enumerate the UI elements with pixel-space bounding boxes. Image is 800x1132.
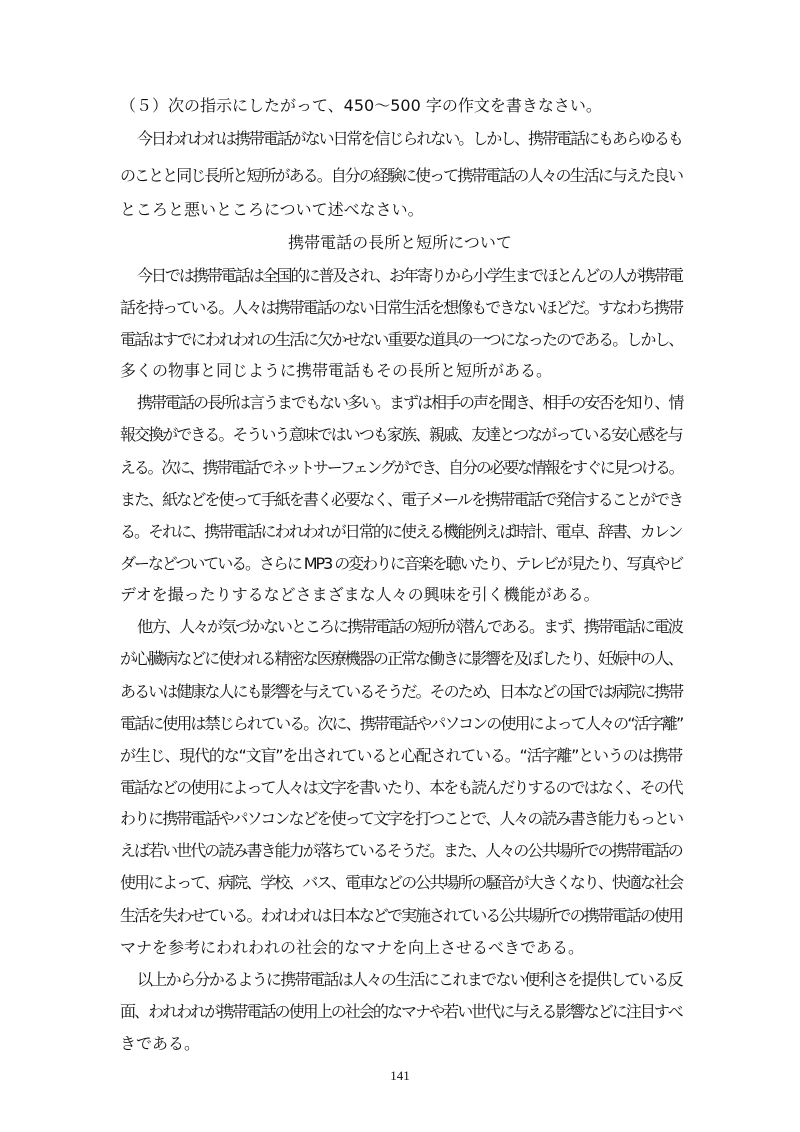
- essay-line: が心臓病などに使われる精密な医療機器の正常な働きに影響を及ぼしたり、妊娠中の人、: [120, 649, 683, 668]
- essay-line: 生活を失わせている。われわれは日本などで実施されている公共場所での携帯電話の使用: [120, 906, 683, 925]
- essay-line: が生じ、現代的な“文盲”を出されていると心配されている。“活字離”というのは携帯: [120, 746, 682, 765]
- essay-line: ダーなどついている。さらに MP3 の変わりに音楽を聴いたり、テレビが見たり、写真やビ: [120, 554, 683, 573]
- essay-line: る。それに、携帯電話にわれわれが日常的に使える機能例えば時計、電卓、辞書、カレン: [120, 522, 682, 541]
- essay-line: デオを撮ったりするなどさまざまな人々の興味を引く機能がある。: [120, 585, 600, 604]
- essay-line: 今日では携帯電話は全国的に普及され、お年寄りから小学生までほとんどの人が携帯電: [137, 266, 683, 285]
- essay-line: 携帯電話の長所は言うまでもない多い。まずは相手の声を聞き、相手の安否を知り、情: [137, 393, 683, 412]
- question-instruction: （５）次の指示にしたがって、450～500 字の作文を書きなさい。: [120, 96, 602, 115]
- essay-line: える。次に、携帯電話でネットサーフェングができ、自分の必要な情報をすぐに見つける。: [120, 458, 683, 477]
- essay-line: マナを参考にわれわれの社会的なマナを向上させるべきである。: [120, 938, 585, 957]
- essay-line: 多くの物事と同じように携帯電話もその長所と短所がある。: [120, 361, 553, 380]
- essay-line: 面、われわれが携帯電話の使用上の社会的なマナや若い世代に与える影響などに注目すべ: [120, 1002, 682, 1021]
- essay-line: 電話などの使用によって人々は文字を書いたり、本をも読んだりするのではなく、その代: [120, 778, 682, 797]
- essay-line: あるいは健康な人にも影響を与えているそうだ。そのため、日本などの国では病院に携帯: [120, 682, 683, 701]
- essay-line: 話を持っている。人々は携帯電話のない日常生活を想像もできないほどだ。すなわち携帯: [120, 298, 683, 317]
- essay-title: 携帯電話の長所と短所について: [288, 233, 512, 252]
- essay-line: わりに携帯電話やパソコンなどを使って文字を打つことで、人々の読み書き能力もっとい: [120, 809, 683, 828]
- page-number: 141: [390, 1068, 410, 1083]
- prompt-line: ところと悪いところについて述べなさい。: [120, 200, 424, 219]
- prompt-line: のことと同じ長所と短所がある。自分の経験に使って携帯電話の人々の生活に与えた良い: [120, 166, 683, 185]
- essay-line: 他方、人々が気づかないところに携帯電話の短所が潜んである。まず、携帯電話に電波: [137, 617, 682, 636]
- essay-line: 電話はすでにわれわれの生活に欠かせない重要な道具の一つになったのである。しかし、: [120, 330, 683, 349]
- essay-line: 使用によって、病院、学校、バス、電車などの公共場所の騒音が大きくなり、快適な社会: [120, 873, 683, 892]
- essay-line: えば若い世代の読み書き能力が落ちているそうだ。また、人々の公共場所での携帯電話の: [120, 841, 682, 860]
- essay-line: 報交換ができる。そういう意味ではいつも家族、親戚、友達とつながっている安心感を与: [120, 425, 682, 444]
- essay-line: きである。: [120, 1034, 201, 1053]
- essay-line: 以上から分かるように携帯電話は人々の生活にこれまでない便利さを提供している反: [137, 970, 682, 989]
- essay-line: また、紙などを使って手紙を書く必要なく、電子メールを携帯電話で発信することができ: [120, 490, 683, 509]
- essay-line: 電話に使用は禁じられている。次に、携帯電話やパソコンの使用によって人々の“活字離”: [120, 714, 683, 733]
- prompt-line: 今日われわれは携帯電話がない日常を信じられない。しかし、携帯電話にもあらゆるも: [137, 129, 682, 148]
